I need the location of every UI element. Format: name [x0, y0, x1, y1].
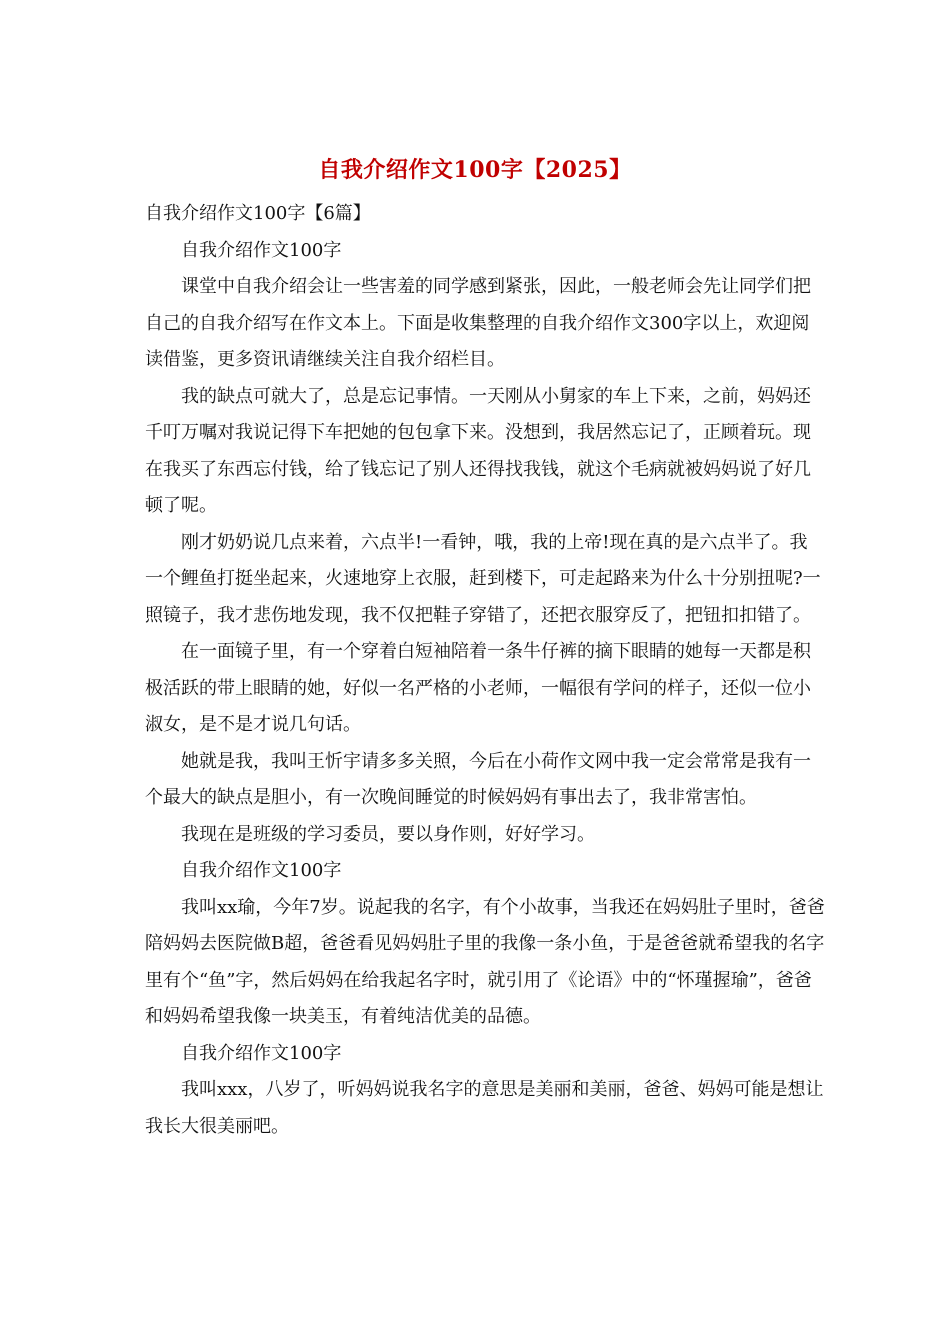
section-heading: 自我介绍作文100字	[181, 239, 342, 261]
paragraph: 她就是我，我叫王忻宇请多多关照，今后在小荷作文网中我一定会常常是我有一个最大的缺点是胆小，有一次晚间睡觉的时候妈妈有事出去了，我非常害怕。	[145, 750, 811, 808]
document-subtitle: 自我介绍作文100字【6篇】	[145, 203, 371, 224]
document-title: 自我介绍作文100字【2025】	[318, 157, 632, 183]
paragraph: 我叫xxx，八岁了，听妈妈说我名字的意思是美丽和美丽，爸爸、妈妈可能是想让我长大很美丽吧。	[145, 1079, 824, 1137]
paragraph: 我叫xx瑜，今年7岁。说起我的名字，有个小故事，当我还在妈妈肚子里时，爸爸陪妈妈去医院做B超，爸爸看见妈妈肚子里的我像一条小鱼，于是爸爸就希望我的名字里有个“鱼”字，然后妈妈在给我起名字时，就引用了《论语》中的“怀瑾握瑜”，爸爸和妈妈希望我像一块美玉，有着纯洁优美的品德。	[145, 896, 825, 1027]
paragraph: 我的缺点可就大了，总是忘记事情。一天刚从小舅家的车上下来，之前，妈妈还千叮万嘱对我说记得下车把她的包包拿下来。没想到，我居然忘记了，正顾着玩。现在我买了东西忘付钱，给了钱忘记了别人还得找我钱，就这个毛病就被妈妈说了好几顿了呢。	[145, 385, 811, 516]
paragraph: 我现在是班级的学习委员，要以身作则，好好学习。	[181, 823, 595, 845]
paragraph: 在一面镜子里，有一个穿着白短袖陪着一条牛仔裤的摘下眼睛的她每一天都是积极活跃的带上眼睛的她，好似一名严格的小老师，一幅很有学问的样子，还似一位小淑女，是不是才说几句话。	[145, 641, 811, 735]
document-body	[145, 196, 825, 1145]
paragraph: 课堂中自我介绍会让一些害羞的同学感到紧张，因此，一般老师会先让同学们把自己的自我介绍写在作文本上。下面是收集整理的自我介绍作文300字以上，欢迎阅读借鉴，更多资讯请继续关注自我介绍栏目。	[145, 276, 811, 370]
paragraph: 刚才奶奶说几点来着，六点半!一看钟，哦，我的上帝!现在真的是六点半了。我一个鲤鱼打挺坐起来，火速地穿上衣服，赶到楼下，可走起路来为什么十分别扭呢?一照镜子，我才悲伤地发现，我不仅把鞋子穿错了，还把衣服穿反了，把钮扣扣错了。	[145, 531, 821, 626]
section-heading: 自我介绍作文100字	[181, 860, 342, 881]
section-heading: 自我介绍作文100字	[181, 1042, 342, 1064]
